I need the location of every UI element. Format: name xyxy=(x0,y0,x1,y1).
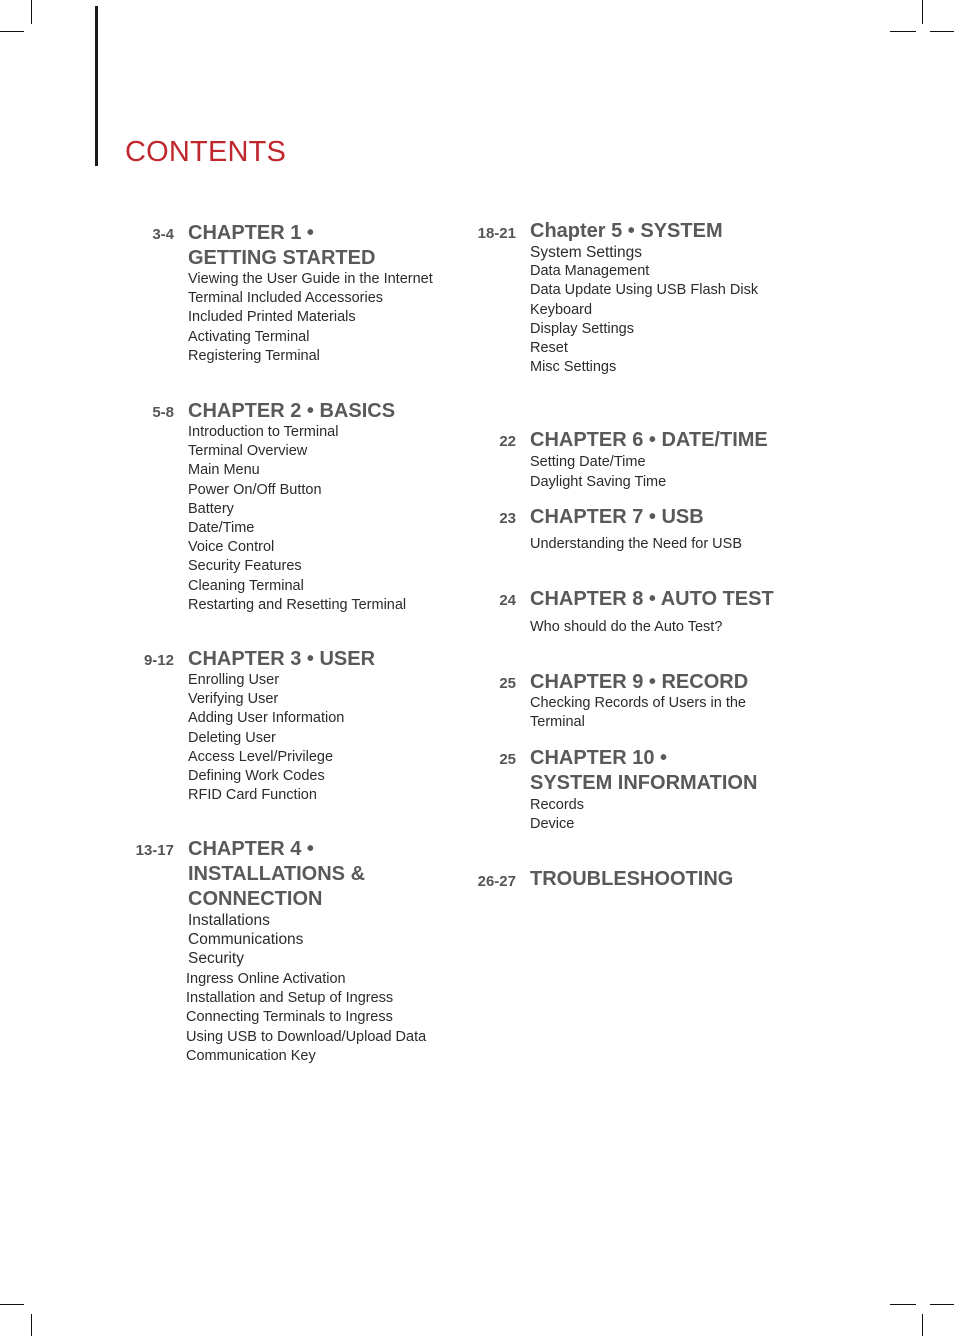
toc-item[interactable]: Main Menu xyxy=(188,462,260,479)
toc-chapter-heading[interactable]: CHAPTER 4 • INSTALLATIONS & CONNECTION xyxy=(188,838,366,910)
toc-item[interactable]: Keyboard xyxy=(530,301,593,318)
toc-item[interactable]: Access Level/Privilege xyxy=(188,748,334,765)
toc-item[interactable]: Device xyxy=(530,816,575,833)
toc-item[interactable]: Display Settings xyxy=(530,320,634,337)
toc-item[interactable]: Power On/Off Button xyxy=(188,481,322,498)
toc-section-list xyxy=(530,452,666,492)
toc-section-list xyxy=(188,423,406,615)
toc-item[interactable]: Activating Terminal xyxy=(188,328,310,345)
toc-item[interactable]: Included Printed Materials xyxy=(188,309,356,326)
toc-item[interactable]: Deleting User xyxy=(188,729,276,746)
toc-item[interactable]: Checking Records of Users in the xyxy=(530,695,746,711)
toc-item[interactable]: Setting Date/Time xyxy=(530,454,646,470)
toc-item[interactable]: Cleaning Terminal xyxy=(188,577,304,594)
crop-mark xyxy=(31,1314,32,1336)
toc-section-list xyxy=(530,796,584,834)
toc-chapter-heading[interactable]: Chapter 5 • SYSTEM xyxy=(530,220,723,242)
crop-mark xyxy=(922,0,923,24)
crop-mark xyxy=(890,1304,916,1305)
toc-page-range: 3-4 xyxy=(152,226,174,243)
toc-section-list xyxy=(188,270,433,366)
toc-item[interactable]: Misc Settings xyxy=(530,359,617,376)
toc-chapter-heading[interactable]: CHAPTER 2 • BASICS xyxy=(188,400,396,422)
toc-section-list xyxy=(188,911,303,969)
toc-chapter-heading[interactable]: CHAPTER 10 • SYSTEM INFORMATION xyxy=(530,747,758,794)
toc-section-list xyxy=(530,618,722,637)
toc-page-range: 25 xyxy=(499,751,516,768)
toc-chapter-heading[interactable]: CHAPTER 1 • GETTING STARTED xyxy=(188,222,376,269)
toc-item[interactable]: Daylight Saving Time xyxy=(530,474,667,490)
toc-item[interactable]: Who should do the Auto Test? xyxy=(530,619,723,635)
toc-item[interactable]: Terminal Overview xyxy=(188,443,308,460)
toc-chapter-heading[interactable]: CHAPTER 3 • USER xyxy=(188,648,376,670)
toc-item[interactable]: Terminal xyxy=(530,714,585,731)
toc-item[interactable]: Understanding the Need for USB xyxy=(530,536,742,552)
toc-section-list xyxy=(530,694,746,732)
toc-item[interactable]: Viewing the User Guide in the Internet xyxy=(188,271,433,287)
margin-rule xyxy=(95,6,98,166)
toc-section-list xyxy=(530,243,758,377)
toc-item[interactable]: Data Update Using USB Flash Disk xyxy=(530,282,759,299)
toc-page-range: 5-8 xyxy=(152,404,174,421)
toc-page-range: 13-17 xyxy=(135,842,174,859)
toc-item[interactable]: Ingress Online Activation xyxy=(186,971,346,987)
toc-item[interactable]: Date/Time xyxy=(188,520,255,537)
toc-item[interactable]: Data Management xyxy=(530,263,650,280)
toc-item[interactable]: Verifying User xyxy=(188,691,279,708)
crop-mark xyxy=(890,31,916,32)
crop-mark xyxy=(0,1304,24,1305)
toc-page-range: 24 xyxy=(499,592,516,609)
toc-chapter-heading[interactable]: CHAPTER 6 • DATE/TIME xyxy=(530,429,768,451)
toc-item[interactable]: Installations xyxy=(188,912,270,929)
toc-page-range: 26-27 xyxy=(477,873,516,890)
toc-chapter-heading[interactable]: CHAPTER 7 • USB xyxy=(530,506,704,528)
toc-page-range: 25 xyxy=(499,675,516,692)
toc-item[interactable]: RFID Card Function xyxy=(188,787,317,804)
toc-page-range: 23 xyxy=(499,510,516,527)
page-title: CONTENTS xyxy=(125,136,287,168)
toc-page-range: 22 xyxy=(499,433,516,450)
toc-item[interactable]: Using USB to Download/Upload Data xyxy=(186,1028,427,1045)
toc-chapter-heading[interactable]: CHAPTER 8 • AUTO TEST xyxy=(530,588,774,610)
toc-item[interactable]: Communications xyxy=(188,931,304,949)
crop-mark xyxy=(0,31,24,32)
toc-page-range: 18-21 xyxy=(477,225,516,242)
crop-mark xyxy=(930,1304,954,1305)
toc-section-list xyxy=(188,671,344,805)
toc-subsection-list xyxy=(186,970,426,1066)
toc-item[interactable]: Adding User Information xyxy=(188,710,345,727)
toc-chapter-heading[interactable]: CHAPTER 9 • RECORD xyxy=(530,671,749,693)
toc-item[interactable]: Enrolling User xyxy=(188,672,280,688)
toc-item[interactable]: Connecting Terminals to Ingress xyxy=(186,1009,393,1026)
toc-section-list xyxy=(530,535,742,554)
toc-item[interactable]: Communication Key xyxy=(186,1047,316,1064)
toc-item[interactable]: Registering Terminal xyxy=(188,347,320,364)
toc-item[interactable]: Introduction to Terminal xyxy=(188,424,339,440)
toc-item[interactable]: Defining Work Codes xyxy=(188,768,325,785)
toc-item[interactable]: System Settings xyxy=(530,244,642,261)
toc-item[interactable]: Restarting and Resetting Terminal xyxy=(188,596,407,613)
crop-mark xyxy=(922,1314,923,1336)
toc-chapter-heading[interactable]: TROUBLESHOOTING xyxy=(530,868,734,890)
toc-item[interactable]: Reset xyxy=(530,340,568,357)
toc-item[interactable]: Security xyxy=(188,950,244,968)
crop-mark xyxy=(930,31,954,32)
toc-item[interactable]: Voice Control xyxy=(188,539,275,556)
crop-mark xyxy=(31,0,32,24)
toc-item[interactable]: Security Features xyxy=(188,558,302,575)
toc-item[interactable]: Records xyxy=(530,797,584,813)
toc-item[interactable]: Installation and Setup of Ingress xyxy=(186,990,394,1007)
toc-item[interactable]: Terminal Included Accessories xyxy=(188,290,384,307)
toc-page-range: 9-12 xyxy=(143,652,174,669)
toc-item[interactable]: Battery xyxy=(188,500,234,517)
